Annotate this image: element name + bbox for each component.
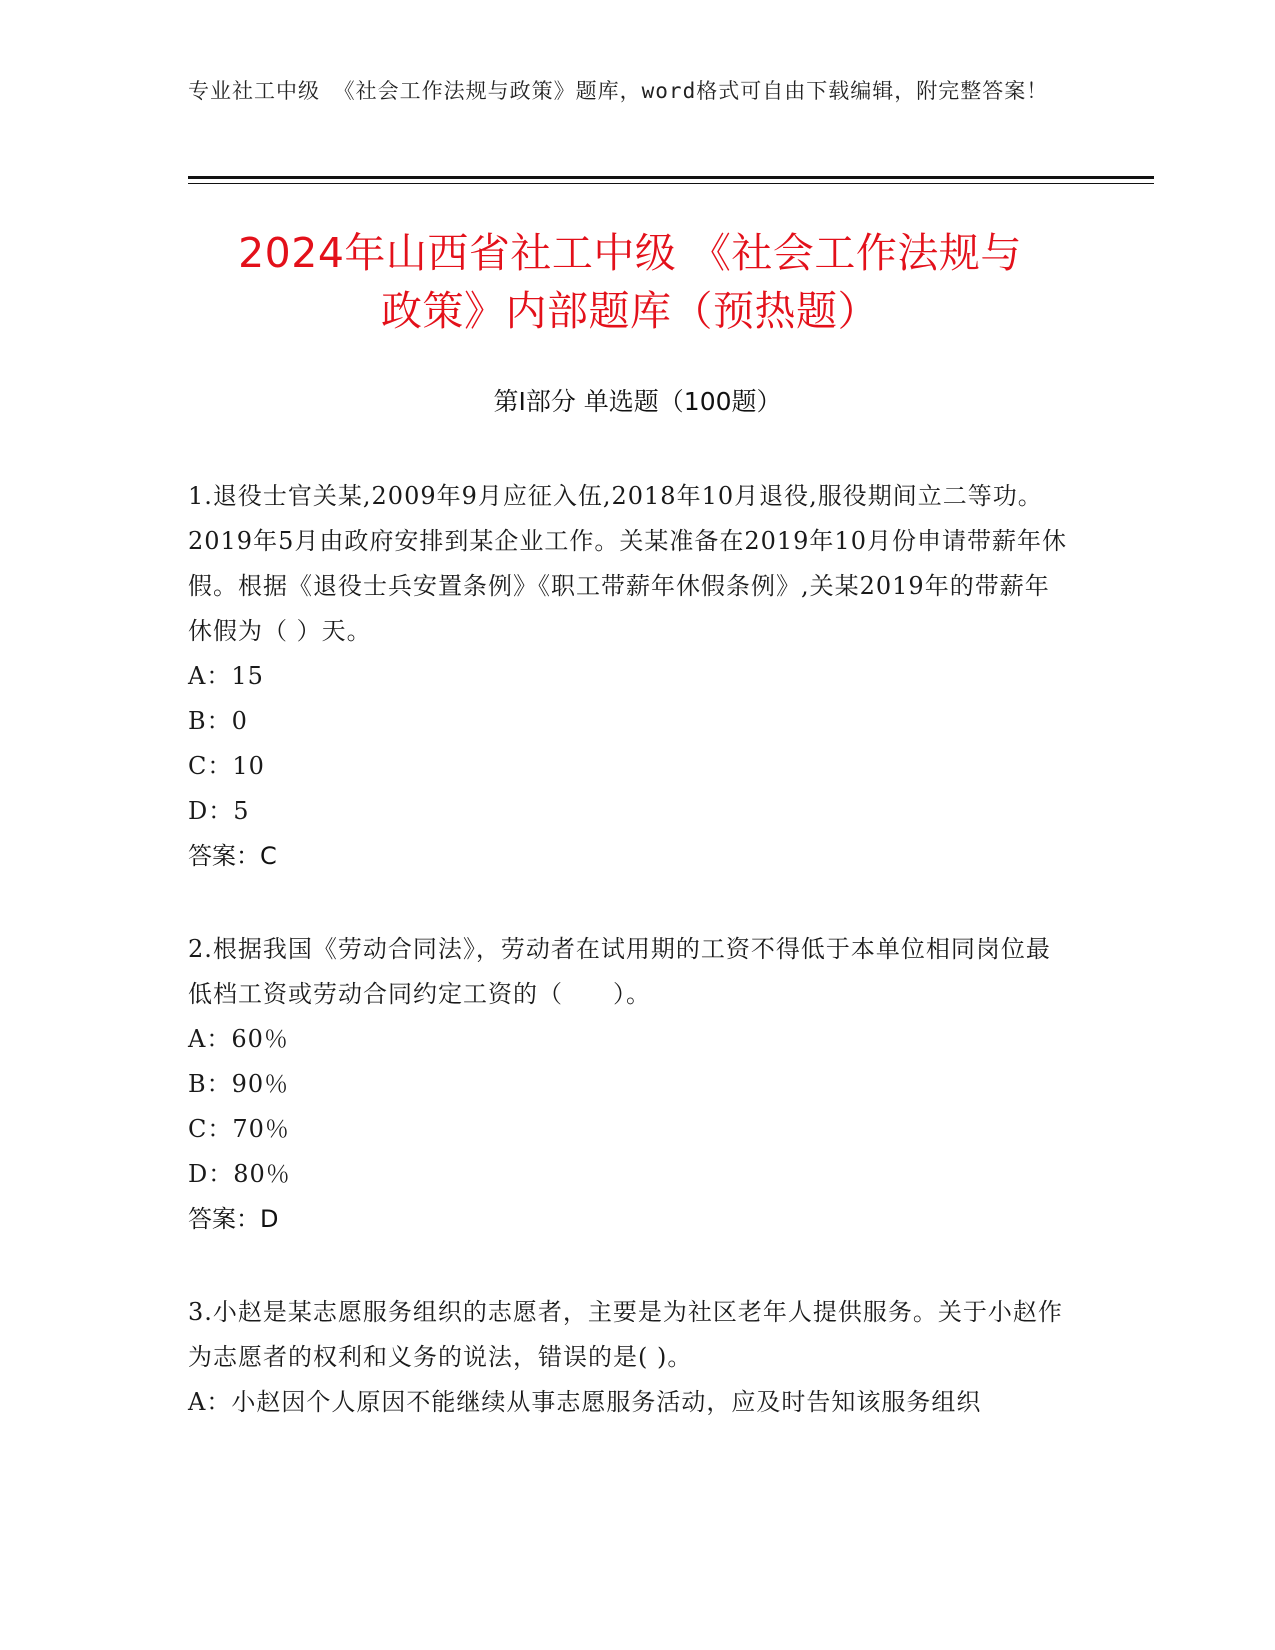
option-d: D：80％ — [188, 1160, 291, 1188]
question-3 — [188, 1290, 1068, 1425]
question-stem: 3.小赵是某志愿服务组织的志愿者，主要是为社区老年人提供服务。关于小赵作为志愿者的权利和义务的说法，错误的是( )。 — [188, 1298, 1063, 1371]
option-b: B：0 — [188, 707, 248, 735]
answer-line: 答案：D — [188, 1205, 279, 1233]
header-divider-thick — [188, 176, 1154, 179]
option-d: D：5 — [188, 797, 250, 825]
document-title — [150, 224, 1110, 340]
option-a: A：小赵因个人原因不能继续从事志愿服务活动，应及时告知该服务组织 — [188, 1388, 982, 1416]
document-title-line-1: 2024年山西省社工中级 《社会工作法规与 — [238, 229, 1022, 277]
option-c: C：70％ — [188, 1115, 290, 1143]
answer-line: 答案：C — [188, 842, 277, 870]
question-2 — [188, 927, 1068, 1242]
header-divider-thin — [188, 183, 1154, 184]
question-1 — [188, 474, 1068, 879]
option-a: A：60％ — [188, 1025, 289, 1053]
option-b: B：90％ — [188, 1070, 290, 1098]
question-list — [188, 474, 1068, 1473]
option-a: A：15 — [188, 662, 264, 690]
question-stem: 2.根据我国《劳动合同法》，劳动者在试用期的工资不得低于本单位相同岗位最低档工资或劳动合同约定工资的（ ）。 — [188, 935, 1051, 1008]
question-stem: 1.退役士官关某,2009年9月应征入伍,2018年10月退役,服役期间立二等功。2019年5月由政府安排到某企业工作。关某准备在2019年10月份申请带薪年休假。根据《退役士兵安置条例》《职工带薪年休假条例》,关某2019年的带薪年休假为（ ）天。 — [188, 482, 1067, 645]
document-title-line-2: 政策》内部题库（预热题） — [381, 287, 879, 335]
section-title: 第Ⅰ部分 单选题（100题） — [493, 387, 782, 416]
option-c: C：10 — [188, 752, 265, 780]
header-note: 专业社工中级 《社会工作法规与政策》题库，word格式可自由下载编辑，附完整答案！ — [188, 79, 1049, 103]
